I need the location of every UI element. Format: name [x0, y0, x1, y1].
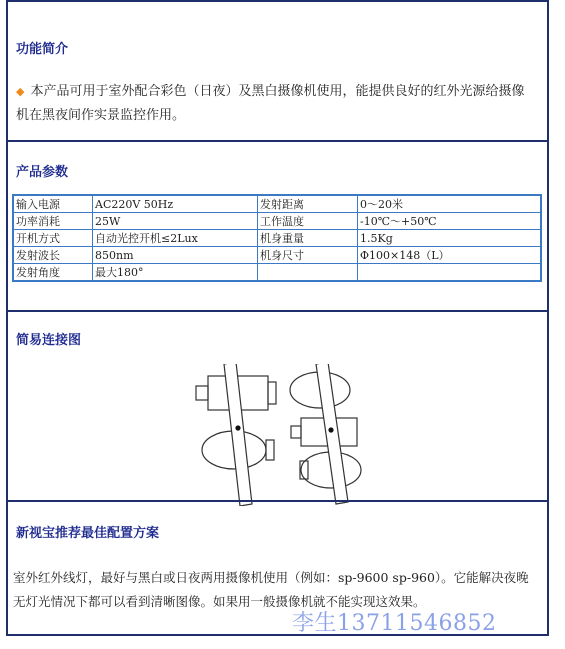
recommend-heading: 新视宝推荐最佳配置方案: [16, 526, 160, 541]
param-label: 开机方式: [13, 230, 93, 247]
features-text: [16, 80, 536, 128]
param-value: Φ100×148（L）: [358, 247, 542, 264]
param-label: 工作温度: [258, 213, 358, 230]
param-label: [258, 264, 358, 282]
params-row: [13, 247, 541, 264]
param-label: 发射波长: [13, 247, 93, 264]
divider: [6, 140, 549, 142]
param-value: 850nm: [93, 247, 258, 264]
contact-watermark: 李生13711546852: [292, 611, 497, 636]
param-label: 发射距离: [258, 195, 358, 213]
divider: [6, 500, 549, 502]
bracket-joint: [235, 425, 240, 430]
recommend-text: 室外红外线灯，最好与黑白或日夜两用摄像机使用（例如：sp-9600 sp-960）。它能解决夜晚无灯光情况下都可以看到清晰图像。如果用一般摄像机就不能实现这效果。: [13, 570, 529, 609]
mounting-bracket: [316, 364, 348, 504]
param-value: -10℃～+50℃: [358, 213, 542, 230]
param-value: 25W: [93, 213, 258, 230]
param-value: 1.5Kg: [358, 230, 542, 247]
param-label: 发射角度: [13, 264, 93, 282]
params-row: [13, 195, 541, 213]
param-label: 机身重量: [258, 230, 358, 247]
params-row: [13, 230, 541, 247]
mounting-bracket: [224, 364, 252, 506]
param-value: 0～20米: [358, 195, 542, 213]
ir-lamp-cap: [266, 440, 274, 460]
diagram-heading: 简易连接图: [16, 333, 82, 348]
bracket-joint: [328, 427, 333, 432]
param-value: [358, 264, 542, 282]
features-paragraph: 本产品可用于室外配合彩色（日夜）及黑白摄像机使用，能提供良好的红外光源给摄像机在黑夜间作实景监控作用。: [16, 84, 525, 123]
camera-cap: [268, 382, 276, 404]
param-label: 机身尺寸: [258, 247, 358, 264]
camera-lens: [196, 386, 208, 400]
divider: [6, 310, 549, 312]
camera-lens: [291, 426, 301, 438]
param-value: 最大180°: [93, 264, 258, 282]
param-label: 功率消耗: [13, 213, 93, 230]
params-row: [13, 213, 541, 230]
param-value: AC220V 50Hz: [93, 195, 258, 213]
params-heading: 产品参数: [16, 165, 69, 180]
connection-diagram: [188, 364, 378, 506]
diamond-bullet-icon: ◆: [16, 85, 25, 98]
param-label: 输入电源: [13, 195, 93, 213]
param-value: 自动光控开机≤2Lux: [93, 230, 258, 247]
params-table: [12, 194, 542, 282]
params-row: [13, 264, 541, 282]
features-heading: 功能简介: [16, 42, 69, 57]
